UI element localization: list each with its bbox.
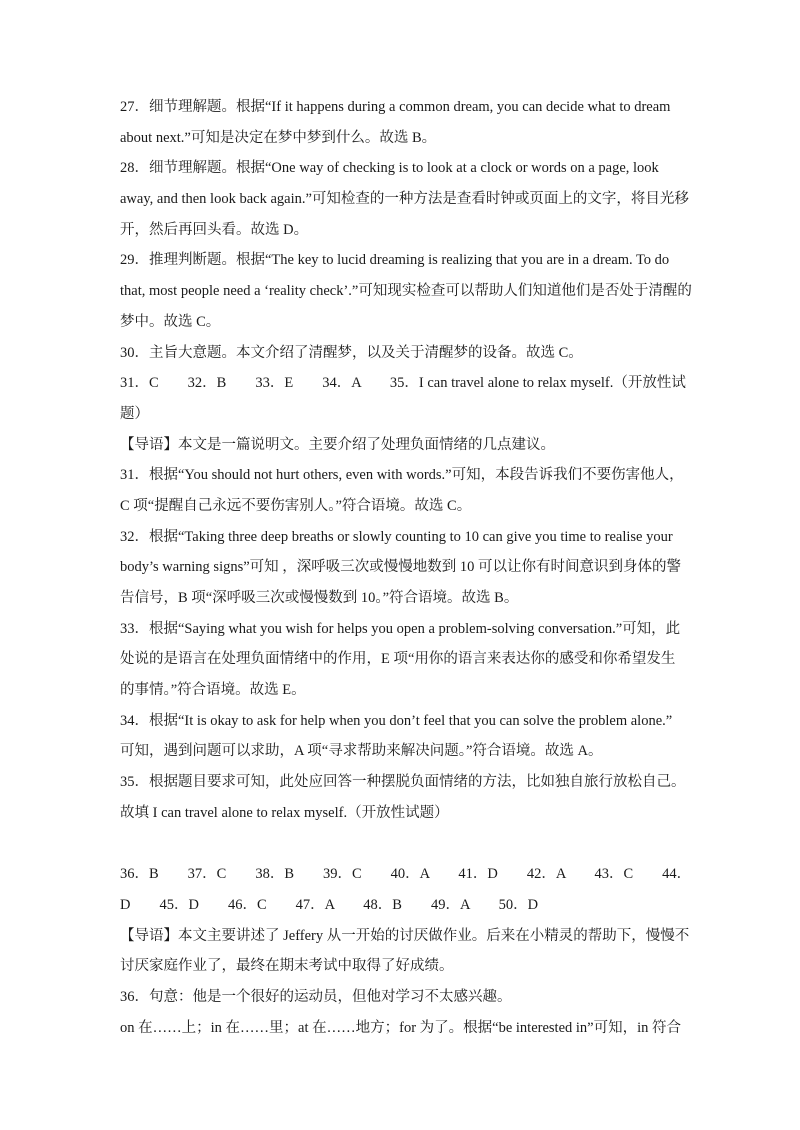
text-line: 31．根据“You should not hurt others, even with words.”可知，本段告诉我们不要伤害他人，: [120, 467, 684, 484]
text-line: 处说的是语言在处理负面情绪中的作用，E 项“用你的语言来表达你的感受和你希望发生: [120, 651, 676, 668]
text-line: 28．细节理解题。根据“One way of checking is to look at a clock or words on a page, look: [120, 160, 659, 177]
text-line: 开，然后再回头看。故选 D。: [120, 221, 309, 238]
text-line: 30．主旨大意题。本文介绍了清醒梦，以及关于清醒梦的设备。故选 C。: [120, 344, 583, 361]
text-line: about next.”可知是决定在梦中梦到什么。故选 B。: [120, 129, 437, 146]
text-line: 33．根据“Saying what you wish for helps you open a problem-solving conversation.”可知，此: [120, 620, 681, 637]
document-page: [120, 92, 692, 1043]
answer-line: 31．C 32．B 33．E 34．A 35．I can travel alone to relax myself.（开放性试: [120, 375, 686, 392]
text-line: 29．推理判断题。根据“The key to lucid dreaming is realizing that you are in a dream. To do: [120, 252, 670, 269]
text-line: 的事情。”符合语境。故选 E。: [120, 682, 306, 699]
text-line: that, most people need a ‘reality check’.”可知现实检查可以帮助人们知道他们是否处于清醒的: [120, 283, 692, 300]
blank-line: [120, 829, 680, 860]
text-line: on 在……上；in 在……里；at 在……地方；for 为了。根据“be interested in”可知，in 符合: [120, 1019, 682, 1036]
text-line: 34．根据“It is okay to ask for help when you don’t feel that you can solve the problem alone.”: [120, 712, 673, 729]
text-line: 32．根据“Taking three deep breaths or slowly counting to 10 can give you time to realise your: [120, 528, 673, 545]
intro-line: 【导语】本文是一篇说明文。主要介绍了处理负面情绪的几点建议。: [120, 436, 555, 453]
answer-line: 36．B 37．C 38．B 39．C 40．A 41．D 42．A 43．C 44．: [120, 866, 692, 883]
text-line: 27．细节理解题。根据“If it happens during a common dream, you can decide what to dream: [120, 99, 671, 115]
text-line: 讨厌家庭作业了，最终在期末考试中取得了好成绩。: [120, 958, 454, 975]
text-line: 36．句意：他是一个很好的运动员，但他对学习不太感兴趣。: [120, 988, 512, 1005]
text-line: 告信号，B 项“深呼吸三次或慢慢数到 10。”符合语境。故选 B。: [120, 590, 519, 606]
answer-line: D 45．D 46．C 47．A 48．B 49．A 50．D: [120, 896, 539, 913]
text-line: C 项“提醒自己永远不要伤害别人。”符合语境。故选 C。: [120, 497, 472, 514]
text-line: 题）: [120, 405, 149, 422]
text-line: 梦中。故选 C。: [120, 313, 221, 330]
intro-line: 【导语】本文主要讲述了 Jeffery 从一开始的讨厌做作业。后来在小精灵的帮助下，慢慢不: [120, 927, 690, 944]
text-line: body’s warning signs”可知 ，深呼吸三次或慢慢地数到 10 可以让你有时间意识到身体的警: [120, 559, 682, 576]
text-line: 故填 I can travel alone to relax myself.（开放性试题）: [120, 804, 449, 821]
text-line: 35．根据题目要求可知，此处应回答一种摆脱负面情绪的方法，比如独自旅行放松自己。: [120, 774, 686, 791]
text-line: away, and then look back again.”可知检查的一种方法是查看时钟或页面上的文字，将目光移: [120, 191, 689, 208]
text-line: 可知，遇到问题可以求助，A 项“寻求帮助来解决问题。”符合语境。故选 A。: [120, 743, 603, 760]
